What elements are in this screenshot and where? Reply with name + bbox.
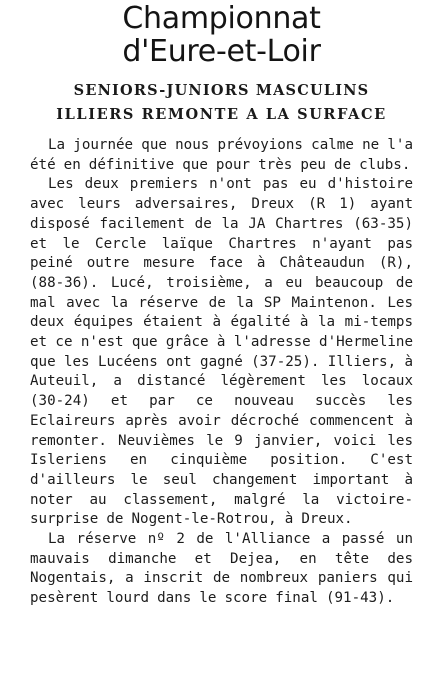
paragraph-results: Les deux premiers n'ont pas eu d'histoire avec leurs adversaires, Dreux (R 1) ayant disposé facilement de la JA Chartres (63-35) et le Cercle laïque Chartres n'ayant pas peiné outre mesure face à Châteaudun (R), (88-36). Lucé, troisième, a eu beaucoup de mal avec la réserve de la SP Maintenon. Les deux équipes étaient à égalité à la mi-temps et ce n'est que grâce à l'adresse d'Hermeline que les Lucéens ont gagné (37-25). Illiers, à Auteuil, a distancé légèrement les locaux (30-24) et par ce nouveau succès les Eclaireurs après avoir décroché commencent à remonter. Neuvièmes le 9 janvier, voici les Isleriens en cinquième position. C'est d'ailleurs le seul changement important à noter au classement, malgré la victoire-surprise de Nogent-le-Rotrou, à Dreux. [30, 176, 413, 528]
article-body [30, 136, 413, 609]
paragraph-intro: La journée que nous prévoyions calme ne l'a été en définitive que pour très peu de clubs. [30, 137, 413, 173]
category-heading: SENIORS-JUNIORS MASCULINS [73, 82, 370, 99]
article-title [30, 0, 413, 68]
paragraph-alliance: La réserve nº 2 de l'Alliance a passé un mauvais dimanche et Dejea, en tête des Nogentais, a inscrit de nombreux paniers qui pesèrent lourd dans le score final (91-43). [30, 531, 413, 607]
title-line-2: d'Eure-et-Loir [122, 34, 321, 69]
title-line-1: Championnat [122, 1, 321, 36]
headline: ILLIERS REMONTE A LA SURFACE [56, 106, 387, 123]
